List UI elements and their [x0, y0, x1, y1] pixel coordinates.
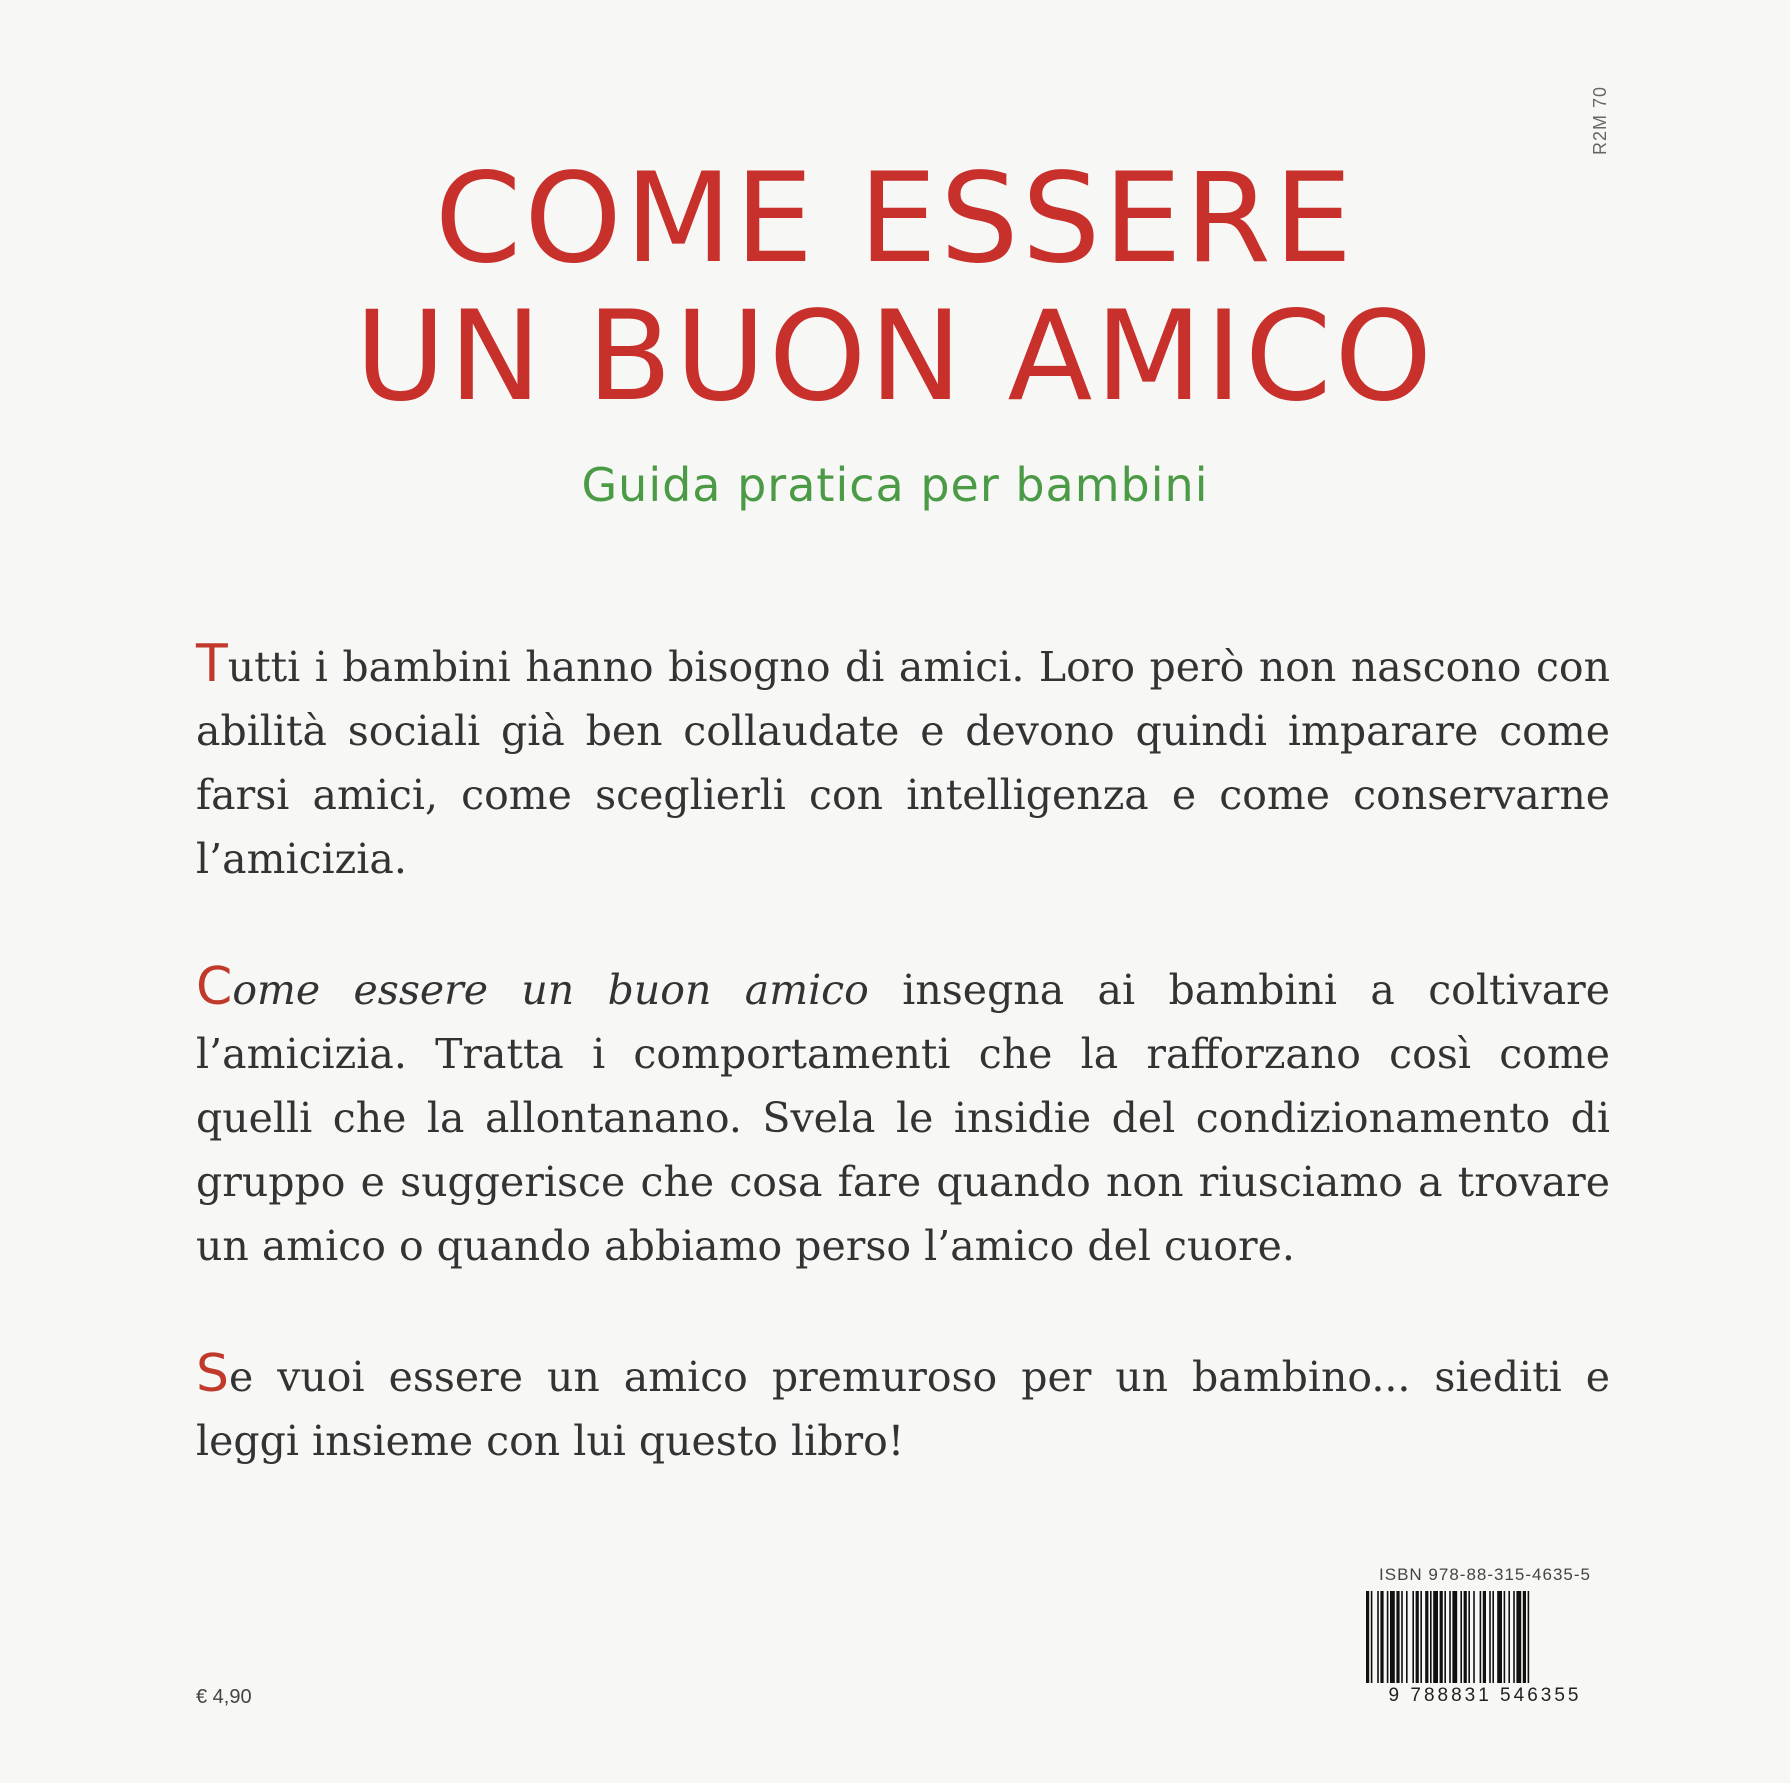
barcode-icon: [1360, 1591, 1610, 1683]
barcode-bar: [1433, 1591, 1438, 1683]
barcode-bar: [1449, 1591, 1451, 1683]
barcode-bar: [1401, 1591, 1403, 1683]
drop-cap: S: [196, 1344, 230, 1404]
barcode-bar: [1430, 1591, 1432, 1683]
paragraph-text: e vuoi essere un amico premuroso per un bambino... siediti e leggi insieme con lui questo libro!: [196, 1353, 1610, 1465]
barcode-bar: [1497, 1591, 1502, 1683]
barcode-bar: [1371, 1591, 1373, 1683]
barcode-bar: [1508, 1591, 1510, 1683]
isbn-barcode-block: [1360, 1565, 1610, 1707]
blurb-paragraph-1: [196, 632, 1610, 891]
isbn-label: ISBN 978-88-315-4635-5: [1379, 1565, 1591, 1584]
barcode-bar: [1516, 1591, 1521, 1683]
book-title-italic: ome essere un buon amico: [232, 966, 869, 1014]
book-title: [0, 147, 1790, 429]
barcode-bar: [1406, 1591, 1408, 1683]
title-line-2: UN BUON AMICO: [354, 285, 1436, 429]
barcode-bar: [1489, 1591, 1491, 1683]
barcode-bar: [1468, 1591, 1470, 1683]
barcode-bar: [1528, 1591, 1530, 1683]
barcode-bar: [1377, 1591, 1379, 1683]
barcode-bar: [1396, 1591, 1399, 1683]
paragraph-text: utti i bambini hanno bisogno di amici. Loro però non nascono con abilità sociali già ben collaudate e devono quindi imparare come farsi amici, come sceglierli con intelligenza e come conservarne l’amicizia.: [196, 643, 1610, 883]
barcode-bar: [1390, 1591, 1395, 1683]
barcode-bar: [1464, 1591, 1467, 1683]
barcode-digits: 9 788831 546355: [1388, 1685, 1582, 1706]
barcode-bar: [1366, 1591, 1369, 1683]
barcode-bar: [1425, 1591, 1428, 1683]
price: € 4,90: [196, 1686, 252, 1708]
blurb-paragraph-3: [196, 1342, 1610, 1473]
barcode-bar: [1387, 1591, 1389, 1683]
paragraph-text: insegna ai bambini a coltivare l’amicizia. Tratta i comportamenti che la rafforzano così come quelli che la allontanano. Svela le insidie del condizionamento di gruppo e suggerisce che cosa fare quando non riusciamo a trovare un amico o quando abbiamo perso l’amico del cuore.: [196, 966, 1611, 1270]
drop-cap: T: [196, 634, 228, 694]
barcode-bar: [1473, 1591, 1475, 1683]
barcode-bar: [1420, 1591, 1422, 1683]
barcode-bar: [1412, 1591, 1414, 1683]
barcode-bar: [1380, 1591, 1383, 1683]
title-line-1: COME ESSERE: [434, 147, 1356, 291]
barcode-bar: [1492, 1591, 1494, 1683]
barcode-bar: [1480, 1591, 1482, 1683]
barcode-bar: [1452, 1591, 1457, 1683]
barcode-bar: [1440, 1591, 1443, 1683]
barcode-bar: [1416, 1591, 1419, 1683]
barcode-bar: [1444, 1591, 1446, 1683]
barcode-bar: [1523, 1591, 1526, 1683]
blurb-paragraph-2: [196, 955, 1610, 1278]
catalog-code: R2M 70: [1590, 85, 1610, 155]
barcode-bar: [1483, 1591, 1486, 1683]
barcode-bar: [1504, 1591, 1506, 1683]
barcode-bar: [1513, 1591, 1515, 1683]
blurb: [196, 632, 1610, 1537]
book-subtitle: Guida pratica per bambini: [581, 458, 1209, 512]
drop-cap: C: [196, 957, 233, 1017]
barcode-bar: [1460, 1591, 1462, 1683]
